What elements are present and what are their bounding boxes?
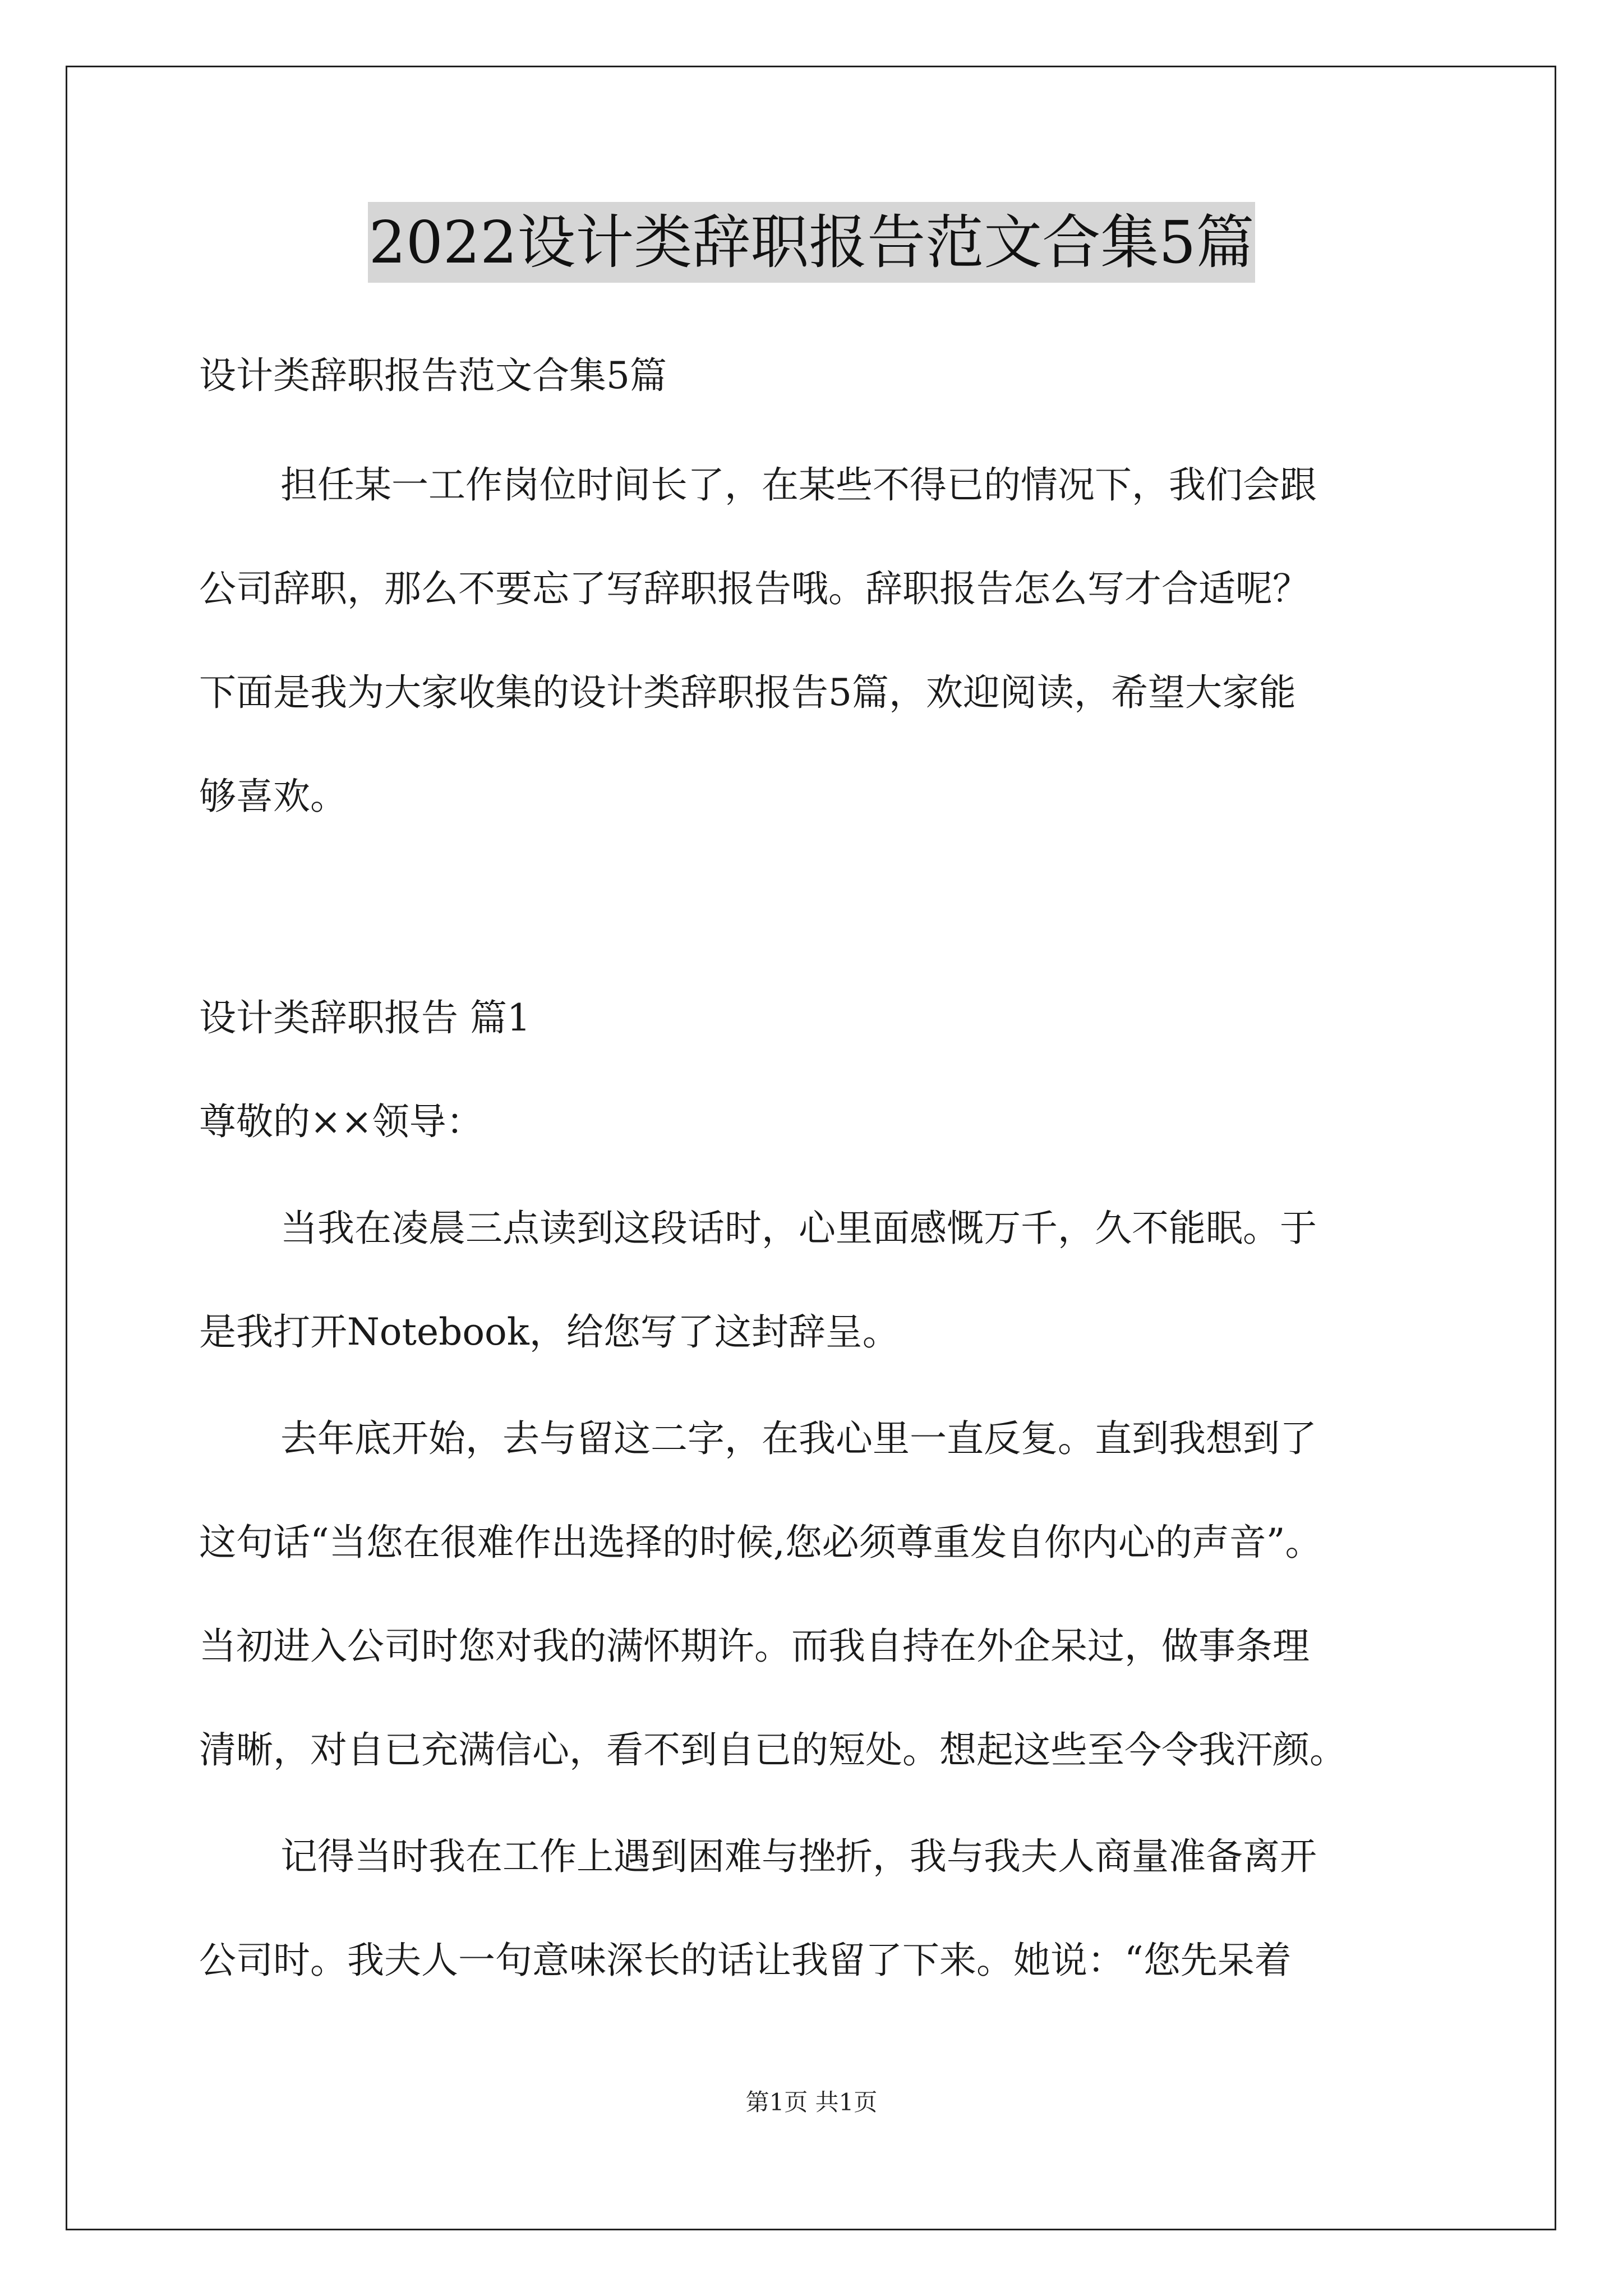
body-line-4: 这句话“当您在很难作出选择的时候,您必须尊重发自你内心的声音”。 [199, 1521, 1322, 1564]
salutation-line: 尊敬的××领导： [199, 1100, 483, 1143]
body-line-8: 公司时。我夫人一句意味深长的话让我留了下来。她说：“您先呆着 [199, 1939, 1292, 1982]
page-footer: 第1页 共1页 [745, 2088, 878, 2116]
body-line-2: 是我打开Notebook，给您写了这封辞呈。 [199, 1310, 900, 1354]
body-line-6: 清晰，对自已充满信心，看不到自已的短处。想起这些至今令我汗颜。 [199, 1728, 1347, 1772]
body-line-3: 去年底开始，去与留这二字，在我心里一直反复。直到我想到了 [280, 1417, 1317, 1460]
title-container [0, 202, 1623, 283]
intro-line-2: 公司辞职，那么不要忘了写辞职报告哦。辞职报告怎么写才合适呢？ [199, 567, 1310, 610]
intro-line-4: 够喜欢。 [199, 775, 347, 818]
intro-line-3: 下面是我为大家收集的设计类辞职报告5篇，欢迎阅读，希望大家能 [199, 671, 1296, 714]
intro-line-1: 担任某一工作岗位时间长了，在某些不得已的情况下，我们会跟 [280, 463, 1317, 507]
body-line-5: 当初进入公司时您对我的满怀期许。而我自持在外企呆过，做事条理 [199, 1625, 1310, 1668]
subtitle-line: 设计类辞职报告范文合集5篇 [199, 354, 667, 397]
body-line-1: 当我在凌晨三点读到这段话时，心里面感慨万千，久不能眠。于 [280, 1207, 1317, 1250]
body-line-7: 记得当时我在工作上遇到困难与挫折，我与我夫人商量准备离开 [280, 1835, 1317, 1878]
document-title: 2022设计类辞职报告范文合集5篇 [368, 202, 1256, 283]
section-heading: 设计类辞职报告 篇1 [199, 996, 531, 1039]
